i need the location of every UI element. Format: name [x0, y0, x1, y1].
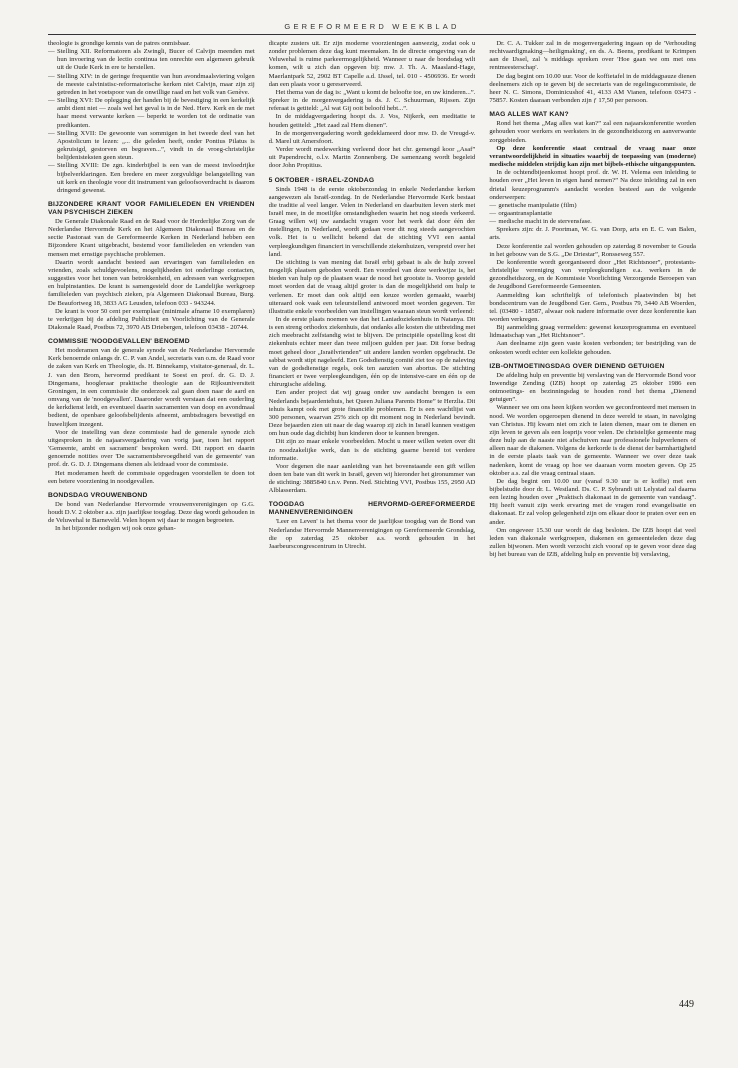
paragraph: Dit zijn zo maar enkele voorbeelden. Mocht u meer willen weten over dit zo noodzakelijke werk, dan is de stichting gaarne bereid tot verdere informatie. — [268, 438, 476, 462]
article-columns — [48, 40, 696, 1025]
paragraph: In de ochtendbijeenkomst hoopt prof. dr. W. H. Velema een inleiding te houden over „Het leven in eigen hand nemen?” Na deze inleiding zal in een drietal keuzeprogramm's aandacht worden besteed aan de volgende onderwerpen: — [489, 169, 697, 201]
paragraph: In de eerste plaats noemen we dan het Laniadoziekenhuis in Natanya. Dit is een streng orthodox ziekenhuis, dat ondanks alle kosten die uitbreiding met zich meebracht zelfstandig wist te blijven. De principiële opstelling kost dit ziekenhuis echter meer dan twee miljoen gulden per jaar. Dit forse bedrag moet geheel door „Israëlvrienden” uit andere landen worden opgebracht. De sabbat wordt stipt nageleefd. Een Godsdienstig comité ziet toe op de naleving van de godsdienstige regels, ook ten aanzien van abortus. De stichting financiert er twee verpleegkundigen, één op de intensive-care en één op de chirurgische afdeling. — [268, 316, 476, 389]
paragraph: In de middagvergadering hoopt ds. J. Vos, Nijkerk, een meditatie te houden getiteld: „Het zaad zal Hem dienen”. — [268, 113, 476, 129]
column-1 — [48, 40, 255, 1025]
list-item: — orgaantransplantatie — [489, 210, 696, 218]
paragraph: De bond van Nederlandse Hervormde vrouwenverenigingen op G.G. houdt D.V. 2 oktober a.s. zijn jaarlijkse toogdag. Deze dag wordt gehouden in de Veluwehal te Barneveld. Velen hopen wij daar te mogen begroeten. — [48, 500, 255, 525]
paragraph: Sinds 1948 is de eerste oktoberzondag in enkele Nederlandse kerken aangewezen als Israël-zondag. In de Nederlandse Hervormde Kerk bestaat die traditie al veel langer. Velen in Nederland en daarbuiten leven sterk met Israël mee, in de moeilijke omstandigheden waarin het nog steeds verkeerd. Graag willen wij uw aandacht vragen voor het werk dat door één der instellingen, in Nederland, wordt gedaan voor dit nog steeds aangevochten volk. Het is u wellicht bekend dat de stichting VVI een aantal verpleegkundigen financiert in verschillende ziekenhuizen, verspreid over het land. — [268, 185, 476, 258]
list-item: — Stelling XII. Reformatoren als Zwingli, Bucer of Calvijn meenden met hun invoering van de lectio continua ten onrechte een algemeen gebruik uit de Oude Kerk in ere te herstellen. — [48, 48, 255, 72]
paragraph: Wanneer we om ons heen kijken worden we geconfronteerd met mensen in nood. We worden opgeroepen dienend in deze wereld te staan, in navolging van Christus. Hij kwam niet om zich te laten dienen, maar om te dienen en zijn leven te geven als een losprijs voor velen. De christelijke gemeente mag deze hulp aan de naaste niet afschuiven naar professionele hulpverleners of alleen naar de diakenen. Volgens de kerkorde is de dienst der barmhartigheid in de eerste plaats taak van de gemeente. Wanneer we over deze taak nadenken, komt de vraag op hoe we daaraan vorm moeten geven. Op 25 oktober a.s. zal die vraag centraal staan. — [489, 404, 697, 477]
paragraph: De krant is voor 50 cent per exemplaar (minimale afname 10 exemplaren) te verkrijgen bij de afdeling Publiciteit en Voorlichting van de Generale Diakonale Raad, Postbus 72, 3970 AB Driebergen, telefoon 03438 - 20744. — [48, 307, 255, 331]
paragraph: Bij aanmelding graag vermelden: gewenst keuzeprogramma en eventueel lidmaatschap van „Het Richtsnoer”. — [489, 324, 697, 340]
paragraph: Het thema van de dag is: „Want u komt de beloofte toe, en uw kinderen...”. Spreker in de morgenvergadering is ds. J. C. Schuurman, Rijssen. Zijn referaat is getiteld: „Al wat Gij ooit beloofd hebt...”. — [268, 88, 476, 113]
paragraph: theologie is grondige kennis van de patres onmisbaar. — [48, 40, 191, 47]
paragraph: In het bijzonder nodigen wij ook onze gehan- — [55, 525, 176, 533]
topics-list — [489, 202, 696, 226]
paragraph: De afdeling hulp en preventie bij verslaving van de Hervormde Bond voor Inwendige Zending (IZB) hoopt op zaterdag 25 oktober 1986 een ontmoetings- en bezinningsdag te houden rond het thema „Dienend getuigen”. — [489, 371, 697, 404]
paragraph: Aanmelding kan schriftelijk of telefonisch plaatsvinden bij het bondscentrum van de Jeugdbond Ger. Gem., Postbus 79, 3440 AB Woerden, tel. (03480 - 18587, alwaar ook nadere informatie over deze konferentie kan worden verkregen. — [489, 291, 697, 323]
stellingen-list — [48, 48, 255, 195]
paragraph: dicapte zusters uit. Er zijn moderne voorzieningen aanwezig, zodat ook u zonder problemen deze dag kunt meemaken. In de directe omgeving van de Veluwehal is ruime parkeermogelijkheid. Wanneer u naar de bondsdag wilt komen, wilt u zich dan opgeven bij: mw. J. Th. A. Maasland-Hage, Maerlantpark 52, 2902 BT Capelle a.d. IJssel, tel. 010 - 4506936. Er wordt dan een plaats voor u gereserveerd. — [268, 40, 476, 88]
paragraph: Sprekers zijn: dr. J. Poortman, W. G. van Dorp, arts en E. C. van Balen, arts. — [489, 226, 697, 242]
list-item: — Stelling XVIII: De zgn. kinderbijbel is een van de meest invloedrijke bijbelverklaringen. Een bredere en meer zorgvuldige belangstelling van uit kerk en theologie voor dit instrument van geloofsoverdracht is daarom dringend gewenst. — [48, 162, 255, 195]
masthead: GEREFORMEERD WEEKBLAD — [284, 22, 460, 31]
paragraph: 'Leer en Leven' is het thema voor de jaarlijkse toogdag van de Bond van Nederlandse Hervormde Mannenverenigingen op Gereformeerde Grondslag, die op zaterdag 25 oktober a.s. wordt gehouden in het Jaarbeurscongrescentrum in Utrecht. — [268, 518, 476, 550]
paragraph: Verder wordt medewerking verleend door het chr. gemengd koor „Asaf” uit Papendrecht, o.l.v. Martin Zonnenberg. De samenzang wordt begeleid door John Propitius. — [268, 146, 476, 170]
masthead-rule — [48, 34, 696, 35]
article-heading: MAG ALLES WAT KAN? — [489, 111, 569, 119]
article-heading: BIJZONDERE KRANT VOOR FAMILIELEDEN EN VRIENDEN VAN PSYCHISCH ZIEKEN — [48, 200, 255, 216]
paragraph: In de morgenvergadering wordt gedeklameerd door mw. D. de Vreugd-v. d. Marel uit Amersfoort. — [268, 129, 476, 145]
article-heading: IZB-ONTMOETINGSDAG OVER DIENEND GETUIGEN — [489, 362, 665, 370]
article-heading: BONDSDAG VROUWENBOND — [48, 491, 148, 499]
paragraph: Dr. C. A. Tukker zal in de mogenvergadering ingaan op de 'Verhouding rechtvaardigmaking—heiligmaking', en ds. A. Beens, predikant te Krimpen aan de IJssel, zal 's middags spreken over 'Hoe gaan we om met ons rentmeesterschap'. — [489, 40, 697, 72]
column-2 — [269, 40, 476, 1025]
paragraph: Voor degenen die naar aanleiding van het bovenstaande een gift willen doen ten bate van dit werk in Israël, geven wij hieronder het gironummer van de stichting: 3885840 t.n.v. Penn. Ned. Stichting VVI, Postbus 155, 2950 AD Alblasserdam. — [268, 462, 476, 495]
paragraph: De konferentie wordt georganiseerd door „Het Richtsnoer”, protestants-christelijke vereniging van verpleegkundigen e.a. werkers in de gezondheidszorg, en de Kommissie Voorlichting Verzorgende Beroepen van de Jeugdbond Gereformeerde Gemeenten. — [489, 258, 697, 291]
paragraph: Een ander project dat wij graag onder uw aandacht brengen is een Nederlands bejaardentehuis, het Queen Juliana Parents Home” te Herzlia. Dit tehuis kampt ook met grote financiële problemen. Er is een wachtlijst van 300 personen, waarvan 25% zich op dit moment nog in Nederland bevindt. Deze bejaarden zien uit naar de dag waarop zij zich in Israël kunnen vestigen om hun oude dag dichtbij hun kinderen door te kunnen brengen. — [268, 389, 476, 438]
article-heading: TOOGDAG HERVORMD-GEREFORMEERDE MANNENVERENIGINGEN — [268, 501, 476, 517]
paragraph: Deze konferentie zal worden gehouden op zaterdag 8 november te Gouda in het gebouw van de S.G. „De Driestar”, Ronsseweg 557. — [489, 242, 697, 258]
article-heading: 5 OKTOBER - ISRAEL-ZONDAG — [268, 176, 375, 184]
list-item: — Stelling XVI: De oplegging der handen bij de bevestiging in een kerkelijk ambt dient niet — zoals wel het geval is in de Ned. Herv. Kerk en de met haar meest verwante kerken — beperkt te worden tot de ordinatie van predikanten. — [48, 97, 255, 130]
list-item: — genetische manipulatie (film) — [489, 202, 696, 210]
article-heading: COMMISSIE 'NOODGEVALLEN' BENOEMD — [48, 338, 190, 346]
paragraph: Rond het thema „Mag alles wat kan?” zal een najaarskonferentie worden gehouden voor werkers en werksters in de gezondheidszorg en aanverwante zorggebieden. — [489, 120, 697, 144]
paragraph: De Generale Diakonale Raad en de Raad voor de Herderlijke Zorg van de Nederlandse Hervormde Kerk en het Algemeen Diakonaal Bureau en de sectie Pastoraat van de Gereformeerde Kerken in Nederland hebben een Bijzondere Krant uitgebracht, bestemd voor familieleden en vrienden van mensen met ernstige psychische problemen. — [48, 217, 255, 258]
page-number: 449 — [679, 999, 694, 1010]
paragraph: De stichting is van mening dat Israël erbij gebaat is als de hulp zoveel mogelijk plaatsen geboden wordt. Een voordeel van deze werkwijze is, het bieden van hulp op de plaatsen waar de nood het grootste is. Voorop gesteld moet worden dat de vraag altijd groter is dan de mogelijkheid om hulp te verlenen. Er moet dan ook altijd een keuze worden gemaakt, waarbij uiteraard ook vaak een teleurstellend antwoord moet worden gegeven. Ter illustratie enkele voorbeelden van instellingen waaraan steun wordt verleend: — [268, 258, 476, 315]
paragraph: Daarin wordt aandacht besteed aan ervaringen van familieleden en vrienden, zoals schuldgevoelens, mogelijkheden tot onderlinge contacten, suggesties voor het tonen van betrokkenheid, en adressen van werkgroepen en hulpinstanties. De krant is samengesteld door de Landelijke werkgroep familieleden van psychisch zieken, p/a Algemeen Diakonaal Bureau, Burg. De Beaufortweg 18, 3833 AG Leusden, telefoon 033 - 943244. — [48, 258, 255, 307]
paragraph: Het moderamen van de generale synode van de Nederlandse Hervormde Kerk benoemde onlangs dr. C. P. van Andel, secretaris van o.m. de Raad voor de zaken van Kerk en Theologie, ds. H. Binnekamp, visitator-generaal, dr. L. J. van den Brom, hervormd predikant te Soest en prof. dr. G. D. J. Dingemans, hoogleraar praktische theologie aan de Rijksuniversiteit Groningen, in een commissie die onderzoek zal gaan doen naar de aard en omvang van de 'noodgevallen'. Daaronder wordt verstaan dat een ouderling de kerkdienst leidt, en eventueel daarin sacramenten van doop en avondmaal bedient, de openbare geloofsbelijdenis afneemt, ambtsdragers bevestigd en huwelijken inzegent. — [48, 347, 255, 428]
column-3 — [489, 40, 696, 1025]
paragraph: Het moderamen heeft de commissie opgedragen voorstellen te doen tot een betere voorziening in noodgevallen. — [48, 469, 255, 485]
paragraph: Voor de instelling van deze commissie had de generale synode zich uitgesproken in de najaarsvergadering van vorig jaar, toen het rapport 'Gemeente, ambt en sacrament' besproken werd. Dit rapport en daarin genoemde notities over 'De sacramentsbevoegdheid van de gemeente' van prof. dr. G. D. J. Dingemans dienen als leidraad voor de commissie. — [48, 428, 255, 469]
list-item: — Stelling XIV: in de geringe frequentie van hun avondmaalsviering volgen de meeste calvinistisc-reformatorische kerken niet Calvijn, maar zijn zij getreden in het voetspoor van de onwillige raad en het volk van Genève. — [48, 73, 255, 97]
paragraph: De dag begint om 10.00 uur (vanaf 9.30 uur is er koffie) met een bijbelstudie door dr. L. Westland. Ds. C. P. Sybrandi uit Lelystad zal daarna een lezing houden over „Praktisch diakonaat in de gemeente van vandaag”. Hij heeft vanuit zijn werk ervaring met de vragen rond evangelisatie en diakonaat. Er zal volop gelegenheid zijn om elkaar door te praten over een en ander. — [489, 477, 697, 526]
paragraph: Aan deelname zijn geen vaste kosten verbonden; ter bestrijding van de onkosten wordt echter een kollekte gehouden. — [489, 340, 697, 356]
paragraph: De dag begint om 10.00 uur. Voor de koffietafel in de middagpauze dienen deelnemers zich op te geven bij de secretaris van de regelingscommissie, de heer N. C. Simons, Dominicushof 41, 4133 AM Vianen, telefoon 03473 - 75857. Kosten daaraan verbonden zijn ƒ 17,50 per persoon. — [489, 72, 697, 105]
list-item: — Stelling XVII: De gewoonte van sommigen in het tweede deel van het Apostolicum te lezen: „... die geleden heeft, onder Pontius Pilatus is gekruisigd, gestorven en begraven...”, vindt in de vroeg-christelijke belijdenisteksten geen steun. — [48, 130, 255, 163]
list-item: — medische macht in de stervensfase. — [489, 218, 696, 226]
paragraph: Om ongeveer 15.30 uur wordt de dag besloten. De IZB hoopt dat veel leden van diakonale werkgroepen, diakenen en gemeenteleden deze dag zullen bijwonen. Men wordt verzocht zich vooraf op te geven voor deze dag bij het bureau van de IZB, afdeling hulp en preventie bij verslaving, — [489, 526, 697, 559]
paragraph: Op deze konferentie staat centraal de vraag naar onze verantwoordelijkheid in situaties waarbij de toepassing van (moderne) medische middelen strijdig kan zijn met bijbels-ethische uitgangspunten. — [489, 144, 697, 169]
